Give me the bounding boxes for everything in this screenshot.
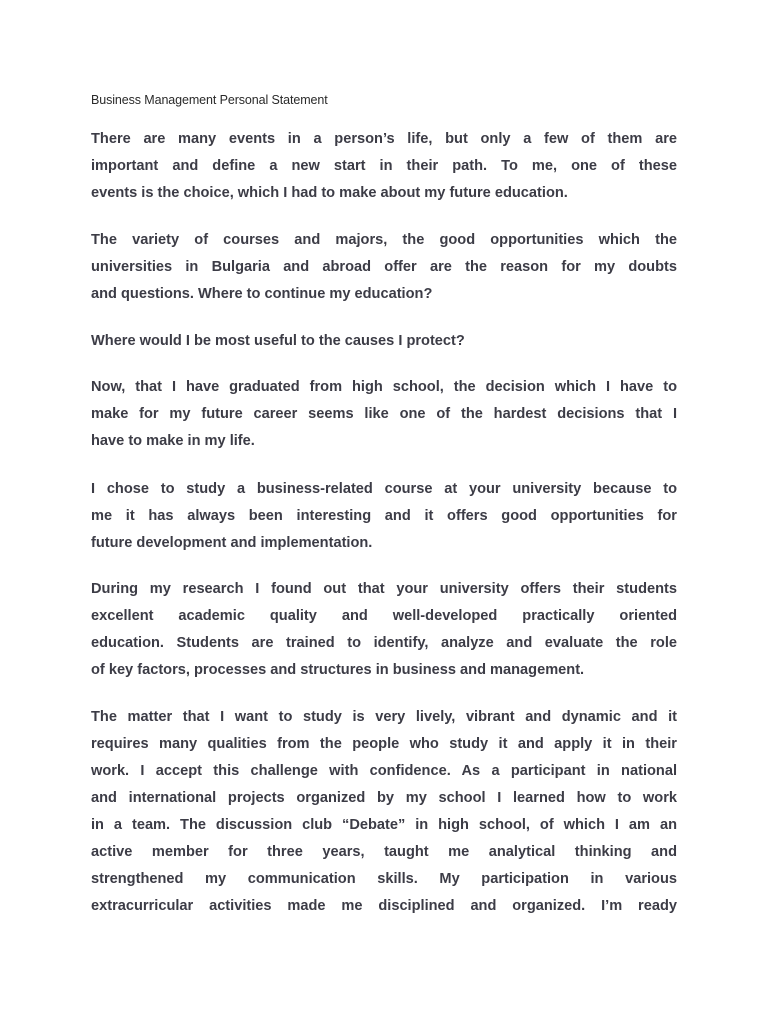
paragraph-line: Now, that I have graduated from high school, the decision which I have to <box>91 379 677 395</box>
paragraph-line: and questions. Where to continue my education? <box>91 286 433 302</box>
paragraph-7 <box>91 704 677 920</box>
paragraph-line: and international projects organized by my school I learned how to work <box>91 790 677 806</box>
paragraph-6 <box>91 576 677 684</box>
paragraph-line: work. I accept this challenge with confidence. As a participant in national <box>91 763 677 779</box>
paragraph-1 <box>91 126 677 207</box>
paragraph-line: future development and implementation. <box>91 535 373 551</box>
paragraph-line: education. Students are trained to identify, analyze and evaluate the role <box>91 635 677 651</box>
paragraph-line: in a team. The discussion club “Debate” in high school, of which I am an <box>91 817 677 833</box>
paragraph-2 <box>91 227 677 308</box>
paragraph-line: active member for three years, taught me analytical thinking and <box>91 844 677 860</box>
paragraph-line: Where would I be most useful to the causes I protect? <box>91 333 465 349</box>
paragraph-line: me it has always been interesting and it offers good opportunities for <box>91 508 677 524</box>
paragraph-line: have to make in my life. <box>91 433 255 449</box>
paragraph-line: The matter that I want to study is very lively, vibrant and dynamic and it <box>91 709 677 725</box>
paragraph-line: requires many qualities from the people who study it and apply it in their <box>91 736 677 752</box>
paragraph-line: strengthened my communication skills. My participation in various <box>91 871 677 887</box>
document-title: Business Management Personal Statement <box>91 93 328 107</box>
paragraph-line: The variety of courses and majors, the good opportunities which the <box>91 232 677 248</box>
paragraph-line: of key factors, processes and structures in business and management. <box>91 662 585 678</box>
paragraph-line: extracurricular activities made me disciplined and organized. I’m ready <box>91 898 677 914</box>
paragraph-line: I chose to study a business-related course at your university because to <box>91 481 677 497</box>
paragraph-line: There are many events in a person’s life, but only a few of them are <box>91 131 677 147</box>
paragraph-4 <box>91 374 677 455</box>
paragraph-line: universities in Bulgaria and abroad offer are the reason for my doubts <box>91 259 677 275</box>
paragraph-3 <box>91 328 677 355</box>
paragraph-line: During my research I found out that your university offers their students <box>91 581 677 597</box>
paragraph-5 <box>91 476 677 557</box>
paragraph-line: events is the choice, which I had to make about my future education. <box>91 185 568 201</box>
paragraph-line: make for my future career seems like one of the hardest decisions that I <box>91 406 677 422</box>
paragraph-line: important and define a new start in their path. To me, one of these <box>91 158 677 174</box>
paragraph-line: excellent academic quality and well-developed practically oriented <box>91 608 677 624</box>
